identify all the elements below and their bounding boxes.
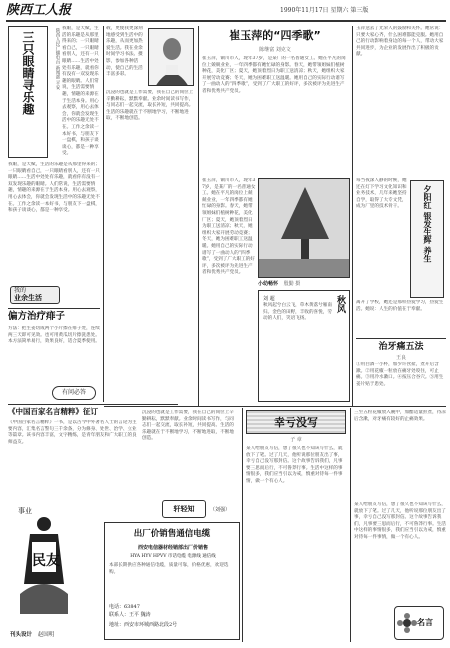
rule-mid-horizontal (104, 406, 446, 407)
rule-teeth (356, 338, 446, 339)
vertical-byline: 陕西人民广播电台 新闻部 平安 (55, 28, 60, 90)
right-short: 离开了学校，她还是那样热爱学习，热爱生活。她说：人生的价值在于奉献。 (356, 300, 444, 312)
edition-note: （刘强） (210, 507, 231, 513)
poem-vertical-title: 秋风 (335, 295, 345, 313)
landscape-photo (258, 178, 350, 278)
poem-body: 秋风起兮白云飞，草木黄落兮雁南归。金色的田野，丰收的喜悦，劳动的人们，笑语飞扬。 (263, 303, 332, 322)
ad-phone: 电话：63847 (109, 604, 140, 610)
photo-caption (258, 280, 350, 288)
xuanzhi-tag (162, 500, 206, 518)
column-tag-line2: 业余生活 (14, 294, 42, 302)
rule-bottom-vert (242, 408, 243, 642)
story-author: 子 章 (290, 437, 302, 443)
story-body: 某人给朋友写信，想了很久也不知该写什么，就放下了笔。过了几天，他听说那位朋友出了事，幸亏自己没写那封信。这个故事告诉我们，凡事要三思而后行，不可鲁莽行事。生活中这样的事情很多，我们应当引以为戒，慎重对待每一件事情，做一个有心人。 (246, 446, 343, 484)
masthead-rule (6, 20, 446, 22)
bottom-col2-body: 沉浸的也就是工作需要，我在自己的岗位上辛勤耕耘，默默奉献。业余时间读书写作，与同志们一起交流，取长补短，共同提高。生活的乐趣就在于不断地学习，不断地进取，不断地创造。 (142, 410, 234, 442)
feature-body-left: 崔玉萍，铜川市人，现年37岁，是某厂的一名普通女工。她在平凡的岗位上兢兢业业，一年四季都有她忙碌的身影。春天，她带领姐妹们植树种花，美化厂区；夏天，她顶着烈日为职工送清凉；秋天，她组织大家开展劳动竞赛；冬天，她为困难职工送温暖。她用自己的实际行动谱写了一曲动人的“四季歌”，受到了广大职工的好评，多次被评为先进生产者和优秀共产党员。 (202, 178, 256, 276)
col1-body: 我眼，是天赋，生活的乐趣是从那里得来的；一只眼睛看自己，一只眼睛看别人，还有一只眼睛……生活中处处有乐趣，就看你有没有一双发现乐趣的眼睛。人们常说，生活需要情趣，情趣的来源在于生活本身。用心去观察，用心去体会，你就会发现生活中的乐趣无处不在。工作之余读一本好书，与朋友下一盘棋，和孩子谈谈心，都是一种享受。 (62, 26, 99, 157)
masthead-date: 1990年11月17日 星期六 第三版 (280, 7, 369, 14)
teeth-title: 治牙痛五法 (378, 342, 424, 352)
vertical-banner (410, 180, 444, 298)
vertical-banner-text: 夕阳红 银发生辉 养生 (423, 185, 432, 263)
feature-byline: 陈继富 刘克文 (259, 47, 291, 53)
right-top-body: 玉萍送去了光荣人的鼓励和关怀。她常说：只要大家心齐，什么困难都能克服。她用自己的行动影响着身边的每一个人，带动大家共同进步，为企业的发展作出了积极的贡献。 (356, 26, 444, 58)
cartoon-label-top: 事业 (18, 507, 32, 515)
col2-body-top: 载，更使我更深刻地感受到生活中的乐趣，从而更加热爱生活。我在业余时间学习书法、摄影，参加各种活动，使自己的生活丰富多彩。 (106, 26, 143, 78)
teeth-author: 王良 (395, 355, 406, 361)
misc-right-body: 三至五粒花椒放入碗中，加醋适量煎煮，待凉后含漱，对牙痛有较好的止痛效果。 (354, 410, 446, 422)
ad-contact: 联系人：王平 魏涛 (109, 612, 151, 618)
rule-story-vert (350, 408, 351, 642)
author-portrait (148, 28, 194, 86)
ad-line2: HYA HYV HPVV 市话电缆 电源线 通信线 (130, 554, 216, 559)
rule-col1-a (8, 308, 100, 309)
column-tag-my-life (10, 286, 60, 304)
cartoon-caption-author: 赵国明 (37, 632, 55, 638)
tree-photo-icon (259, 179, 350, 278)
rule-col1-vert (103, 26, 104, 402)
story-title: 幸亏没写 (274, 416, 318, 429)
photo-caption-title: 小幼畅怀 (258, 281, 279, 287)
ad-line1: 西安电信器材经销部出厂价销售 (137, 545, 208, 551)
story-title-box (246, 410, 346, 434)
treat-body: 方法：把生姜切成两个小片擦在痱子处，连续两三天即可见效。也可用黄瓜切片擦洗患处。本方法简单易行，效果良好，适合夏季使用。 (8, 326, 100, 345)
cartoon-label-big: 民友 (32, 553, 60, 569)
feature-body: 崔玉萍，铜川市人，现年37岁，是某厂的一名普通女工。她在平凡的岗位上兢兢业业，一年四季都有她忙碌的身影。春天，她带领姐妹们植树种花，美化厂区；夏天，她顶着烈日为职工送清凉；秋天，她组织大家开展劳动竞赛；冬天，她为困难职工送温暖。她用自己的实际行动谱写了一曲动人的“四季歌”，受到了广大职工的好评，多次被评为先进生产者和优秀共产党员。 (202, 56, 346, 94)
bottom-tag (394, 606, 444, 640)
ad-body: 本部长期供应各种通信电缆，质量可靠，价格优惠，欢迎选购。 (109, 563, 229, 575)
cartoon-caption-title: 刊头设计 (10, 632, 33, 638)
feature-headline: 崔玉萍的“四季歌” (229, 29, 321, 42)
story-right-body: 某人给朋友写信，想了很久也不知该写什么，就放下了笔。过了几天，他听说那位朋友出了事，幸亏自己没写那封信。这个故事告诉我们，凡事要三思而后行，不可鲁莽行事。生活中这样的事情很多，我们应当引以为戒，慎重对待每一件事情，做一个有心人。 (354, 502, 446, 540)
tiny-tag (52, 386, 96, 400)
rule-feature-vert (352, 26, 353, 406)
book-notice-body: 《中国百家名言精粹》一书，是以古今中外著名人士的言论为主要内容，汇集名言警句三千余条，分为修身、处世、治学、立业等篇章。该书内容丰富，文字精练，是青年朋友和广大职工的良师益友。 (8, 420, 137, 445)
portrait-photo-icon (149, 29, 194, 86)
right-mid-body: 每当夜深人静的时候，她还在灯下学习文化知识和业务技术，几年来她坚持自学，取得了大专文凭，成为厂里的技术骨干。 (356, 178, 407, 210)
tiny-tag-text: 有问必答 (61, 389, 86, 396)
ad-title: 出厂价销售通信电缆 (133, 529, 211, 539)
headline-vertical: 三只眼睛寻乐趣 (21, 31, 35, 115)
bottom-tag-text: 名言 (417, 618, 433, 627)
poem-author: 刘 超 (263, 296, 275, 302)
col2-body-mid: 沉浸的也就是工作需要，我在自己的岗位上辛勤耕耘，默默奉献。业余时间读书写作，与同志们一起交流，取长补短，共同提高。生活的乐趣就在于不断地学习，不断地进取，不断地创造。 (106, 90, 194, 122)
col1-body-lower: 我眼，是天赋，生活的乐趣是从那里得来的；一只眼睛看自己，一只眼睛看别人，还有一只眼睛……生活中处处有乐趣，就看你有没有一双发现乐趣的眼睛。人们常说，生活需要情趣，情趣的来源在于生活本身。用心去观察，用心去体会，你就会发现生活中的乐趣无处不在。工作之余读一本好书，与朋友下一盘棋，和孩子谈谈心，都是一种享受。 (8, 162, 100, 214)
xuanzhi-tag-text: 轩轻知 (173, 505, 195, 513)
rule-col2-vert (198, 26, 199, 406)
poem-box (258, 290, 350, 402)
flower-icon (397, 613, 417, 633)
headline-box (8, 26, 48, 158)
ad-address: 地址：西安市环城西路北段2号 (109, 622, 178, 628)
rule-book (8, 404, 178, 405)
column-tag-line1: 我的 (14, 287, 27, 294)
advertisement-box (104, 522, 240, 640)
masthead-logo: 陕西工人报 (6, 3, 72, 18)
cartoon-caption (10, 630, 100, 640)
treat-title: 偏方治疗痱子 (8, 311, 66, 322)
book-notice-title: 《中国百家名言精粹》征订 (8, 407, 98, 416)
photo-caption-author: 殷勤 摄 (283, 281, 301, 287)
teeth-body: ①用白酒一小杯，加少许食盐，煮开后含漱。②用花椒一粒放在痛牙处咬住，可止痛。③用冷水漱口。④按压合谷穴。⑤用生姜片贴于患处。 (356, 362, 444, 387)
cartoon-illustration (10, 500, 78, 628)
